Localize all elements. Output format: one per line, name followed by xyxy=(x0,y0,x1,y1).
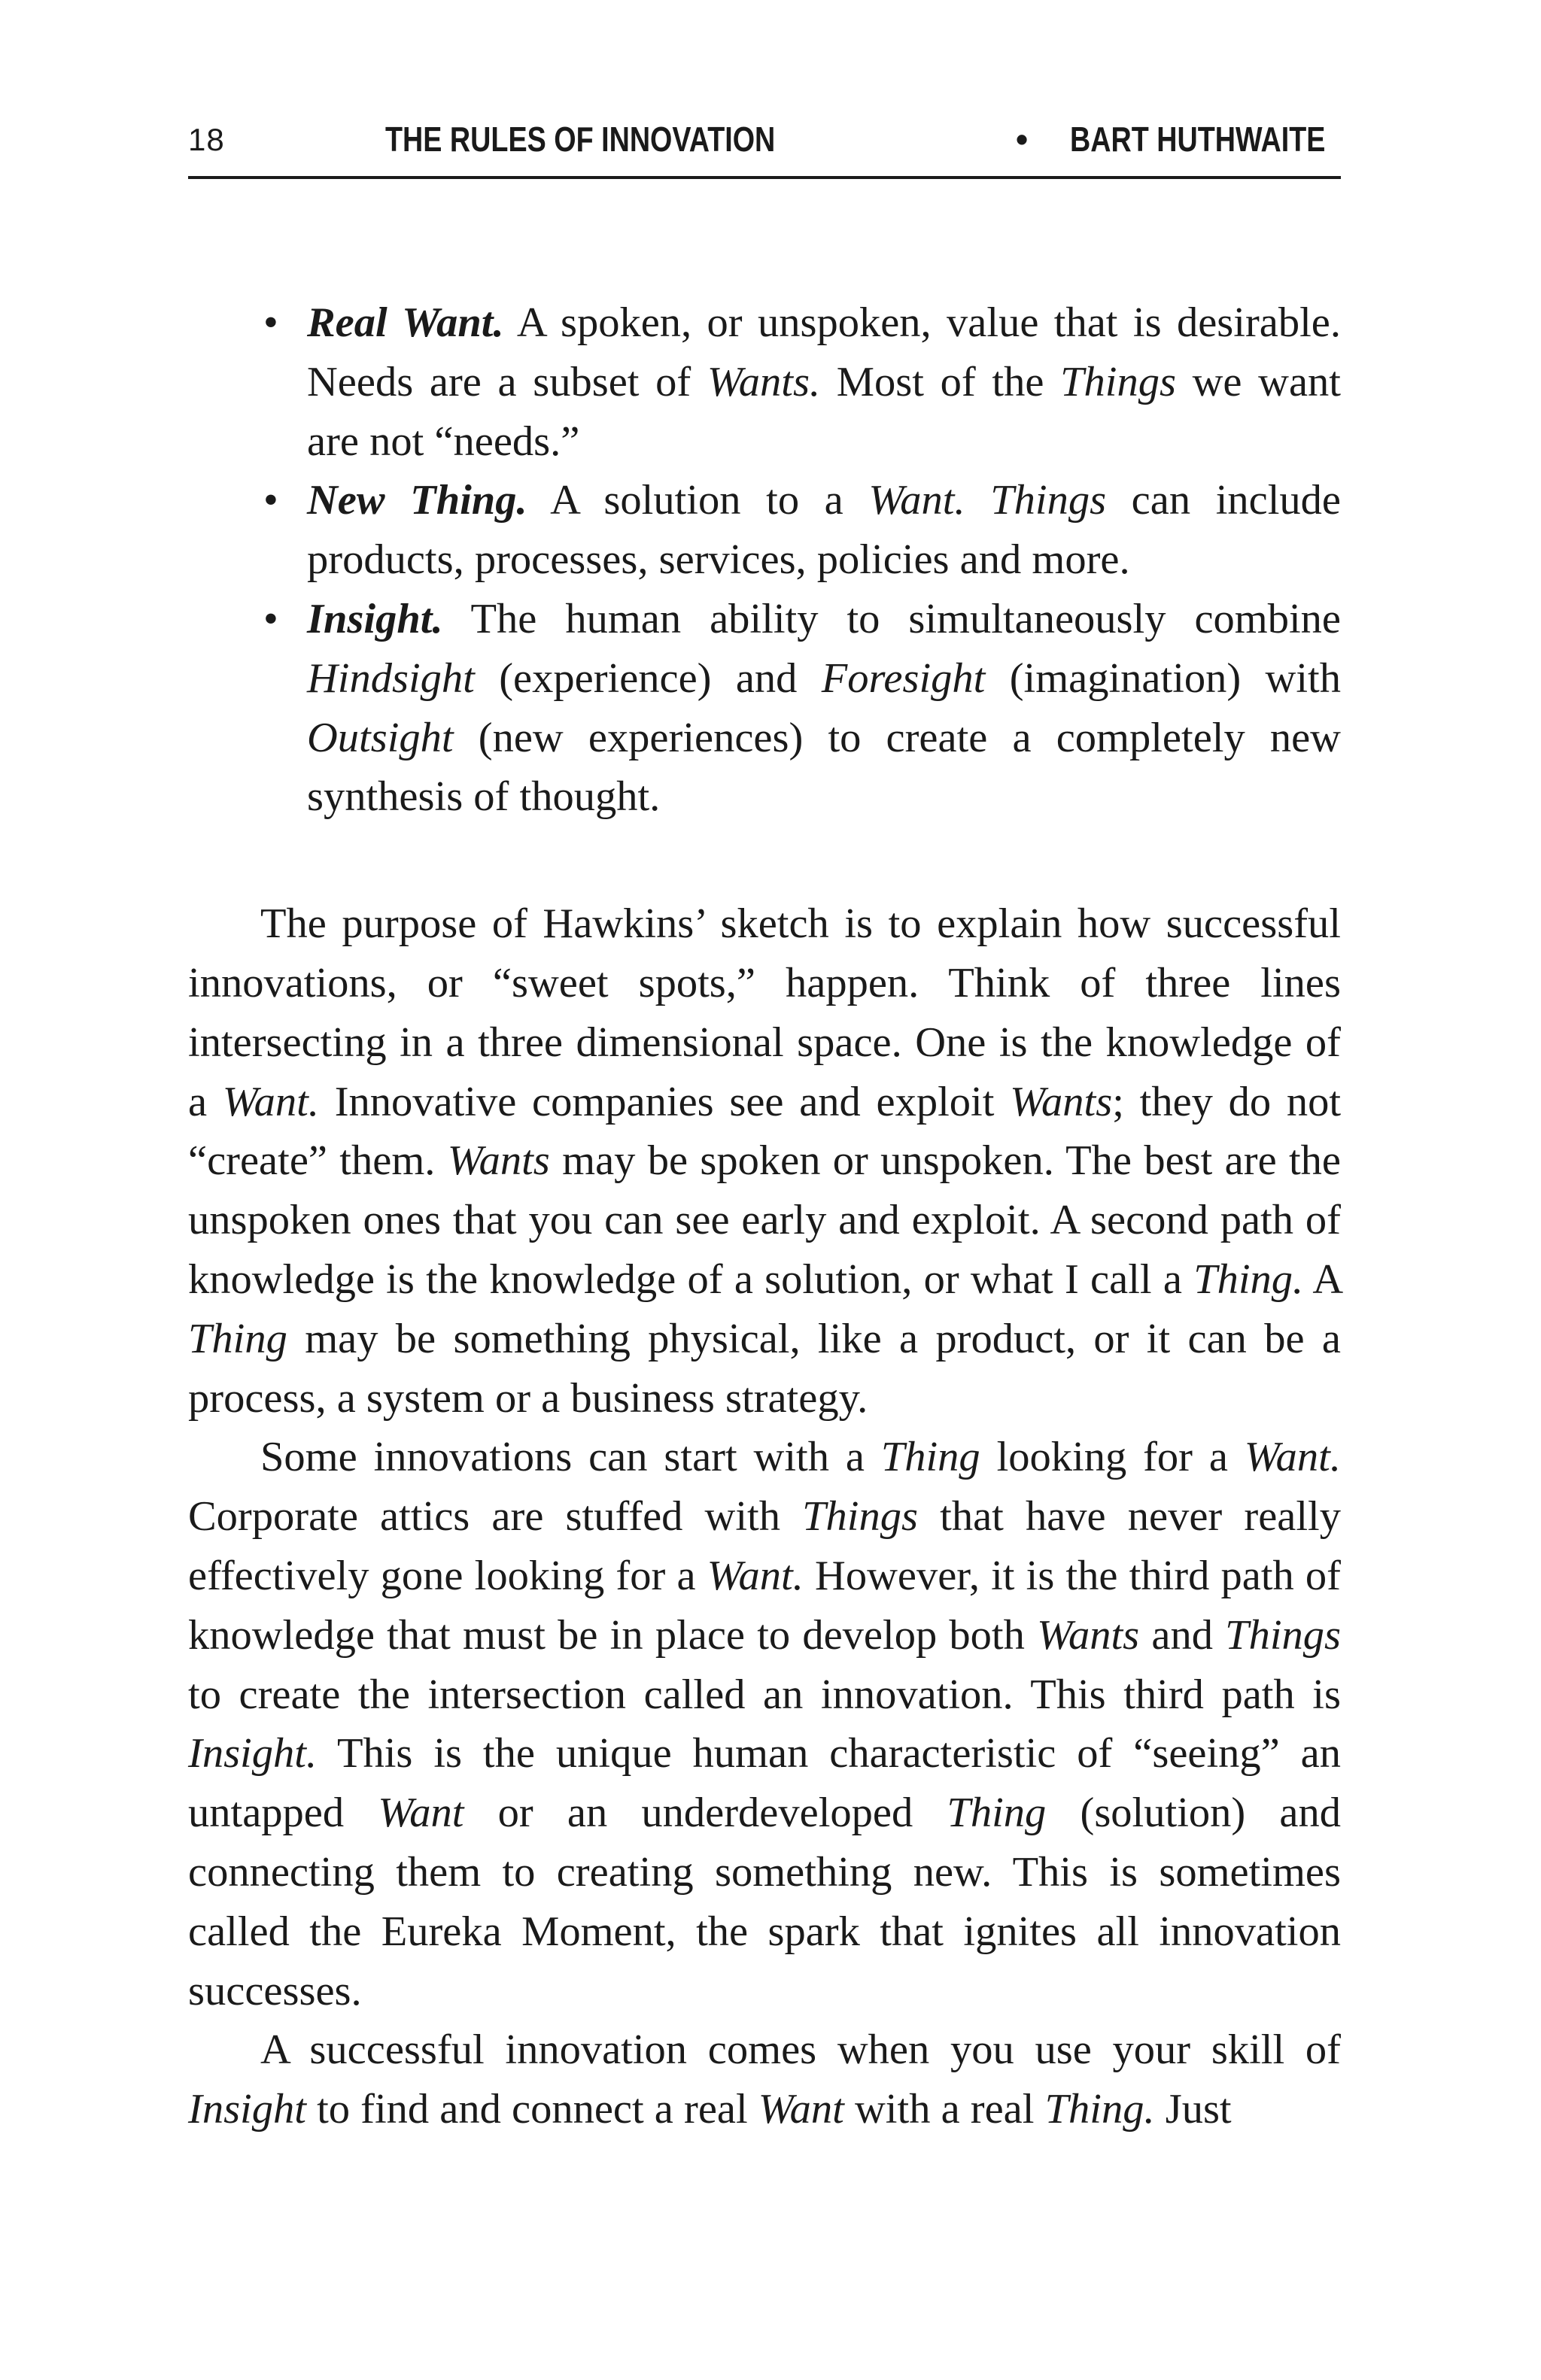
book-author: BART HUTHWAITE xyxy=(1070,120,1326,159)
running-header xyxy=(188,113,1341,173)
bullet-icon: • xyxy=(263,299,278,346)
definition-item-new-thing: • New Thing. A solution to a Want. Things can include products, processes, services, policies and more. xyxy=(307,471,1341,590)
definition-term: Real Want. xyxy=(307,299,504,346)
book-title: THE RULES OF INNOVATION xyxy=(385,120,776,159)
header-rule xyxy=(188,176,1341,179)
definition-term: Insight. xyxy=(307,595,443,642)
bullet-icon: • xyxy=(263,595,278,642)
bullet-icon: • xyxy=(263,477,278,524)
body-paragraph: A successful innovation comes when you use your skill of Insight to find and connect a real Want with a real Thing. Just xyxy=(188,2026,1341,2133)
definition-item-insight: • Insight. The human ability to simultaneously combine Hindsight (experience) and Foresight (imagination) with Outsight (new experiences) to create a completely new synthesis of thought. xyxy=(307,590,1341,827)
body-paragraph: The purpose of Hawkins’ sketch is to explain how successful innovations, or “sweet spots,” happen. Think of three lines intersecting in a three dimensional space. One is the knowledge of a Want. Innovative companies see and exploit Wants; they do not “create” them. Wants may be spoken or unspoken. The best are the unspoken ones that you can see early and exploit. A second path of knowledge is the knowledge of a solution, or what I call a Thing. A Thing may be something physical, like a product, or it can be a process, a system or a business strategy. xyxy=(188,900,1342,1422)
page-number: 18 xyxy=(188,122,225,157)
definition-term: New Thing. xyxy=(307,477,527,524)
body-paragraph: Some innovations can start with a Thing looking for a Want. Corporate attics are stuffed with Things that have never really effectively gone looking for a Want. However, it is the third path of knowledge that must be in place to develop both Wants and Things to create the intersection called an innovation. This third path is Insight. This is the unique human characteristic of “seeing” an untapped Want or an underdeveloped Thing (solution) and connecting them to creating something new. This is sometimes called the Eureka Moment, the spark that ignites all innovation successes. xyxy=(188,1434,1342,2014)
definition-list xyxy=(188,293,1341,827)
header-separator: • xyxy=(1016,120,1029,159)
book-page xyxy=(188,0,1341,2380)
definition-item-real-want: • Real Want. A spoken, or unspoken, value that is desirable. Needs are a subset of Wants. Most of the Things we want are not “needs.” xyxy=(307,293,1341,471)
page-body xyxy=(188,293,1341,2139)
